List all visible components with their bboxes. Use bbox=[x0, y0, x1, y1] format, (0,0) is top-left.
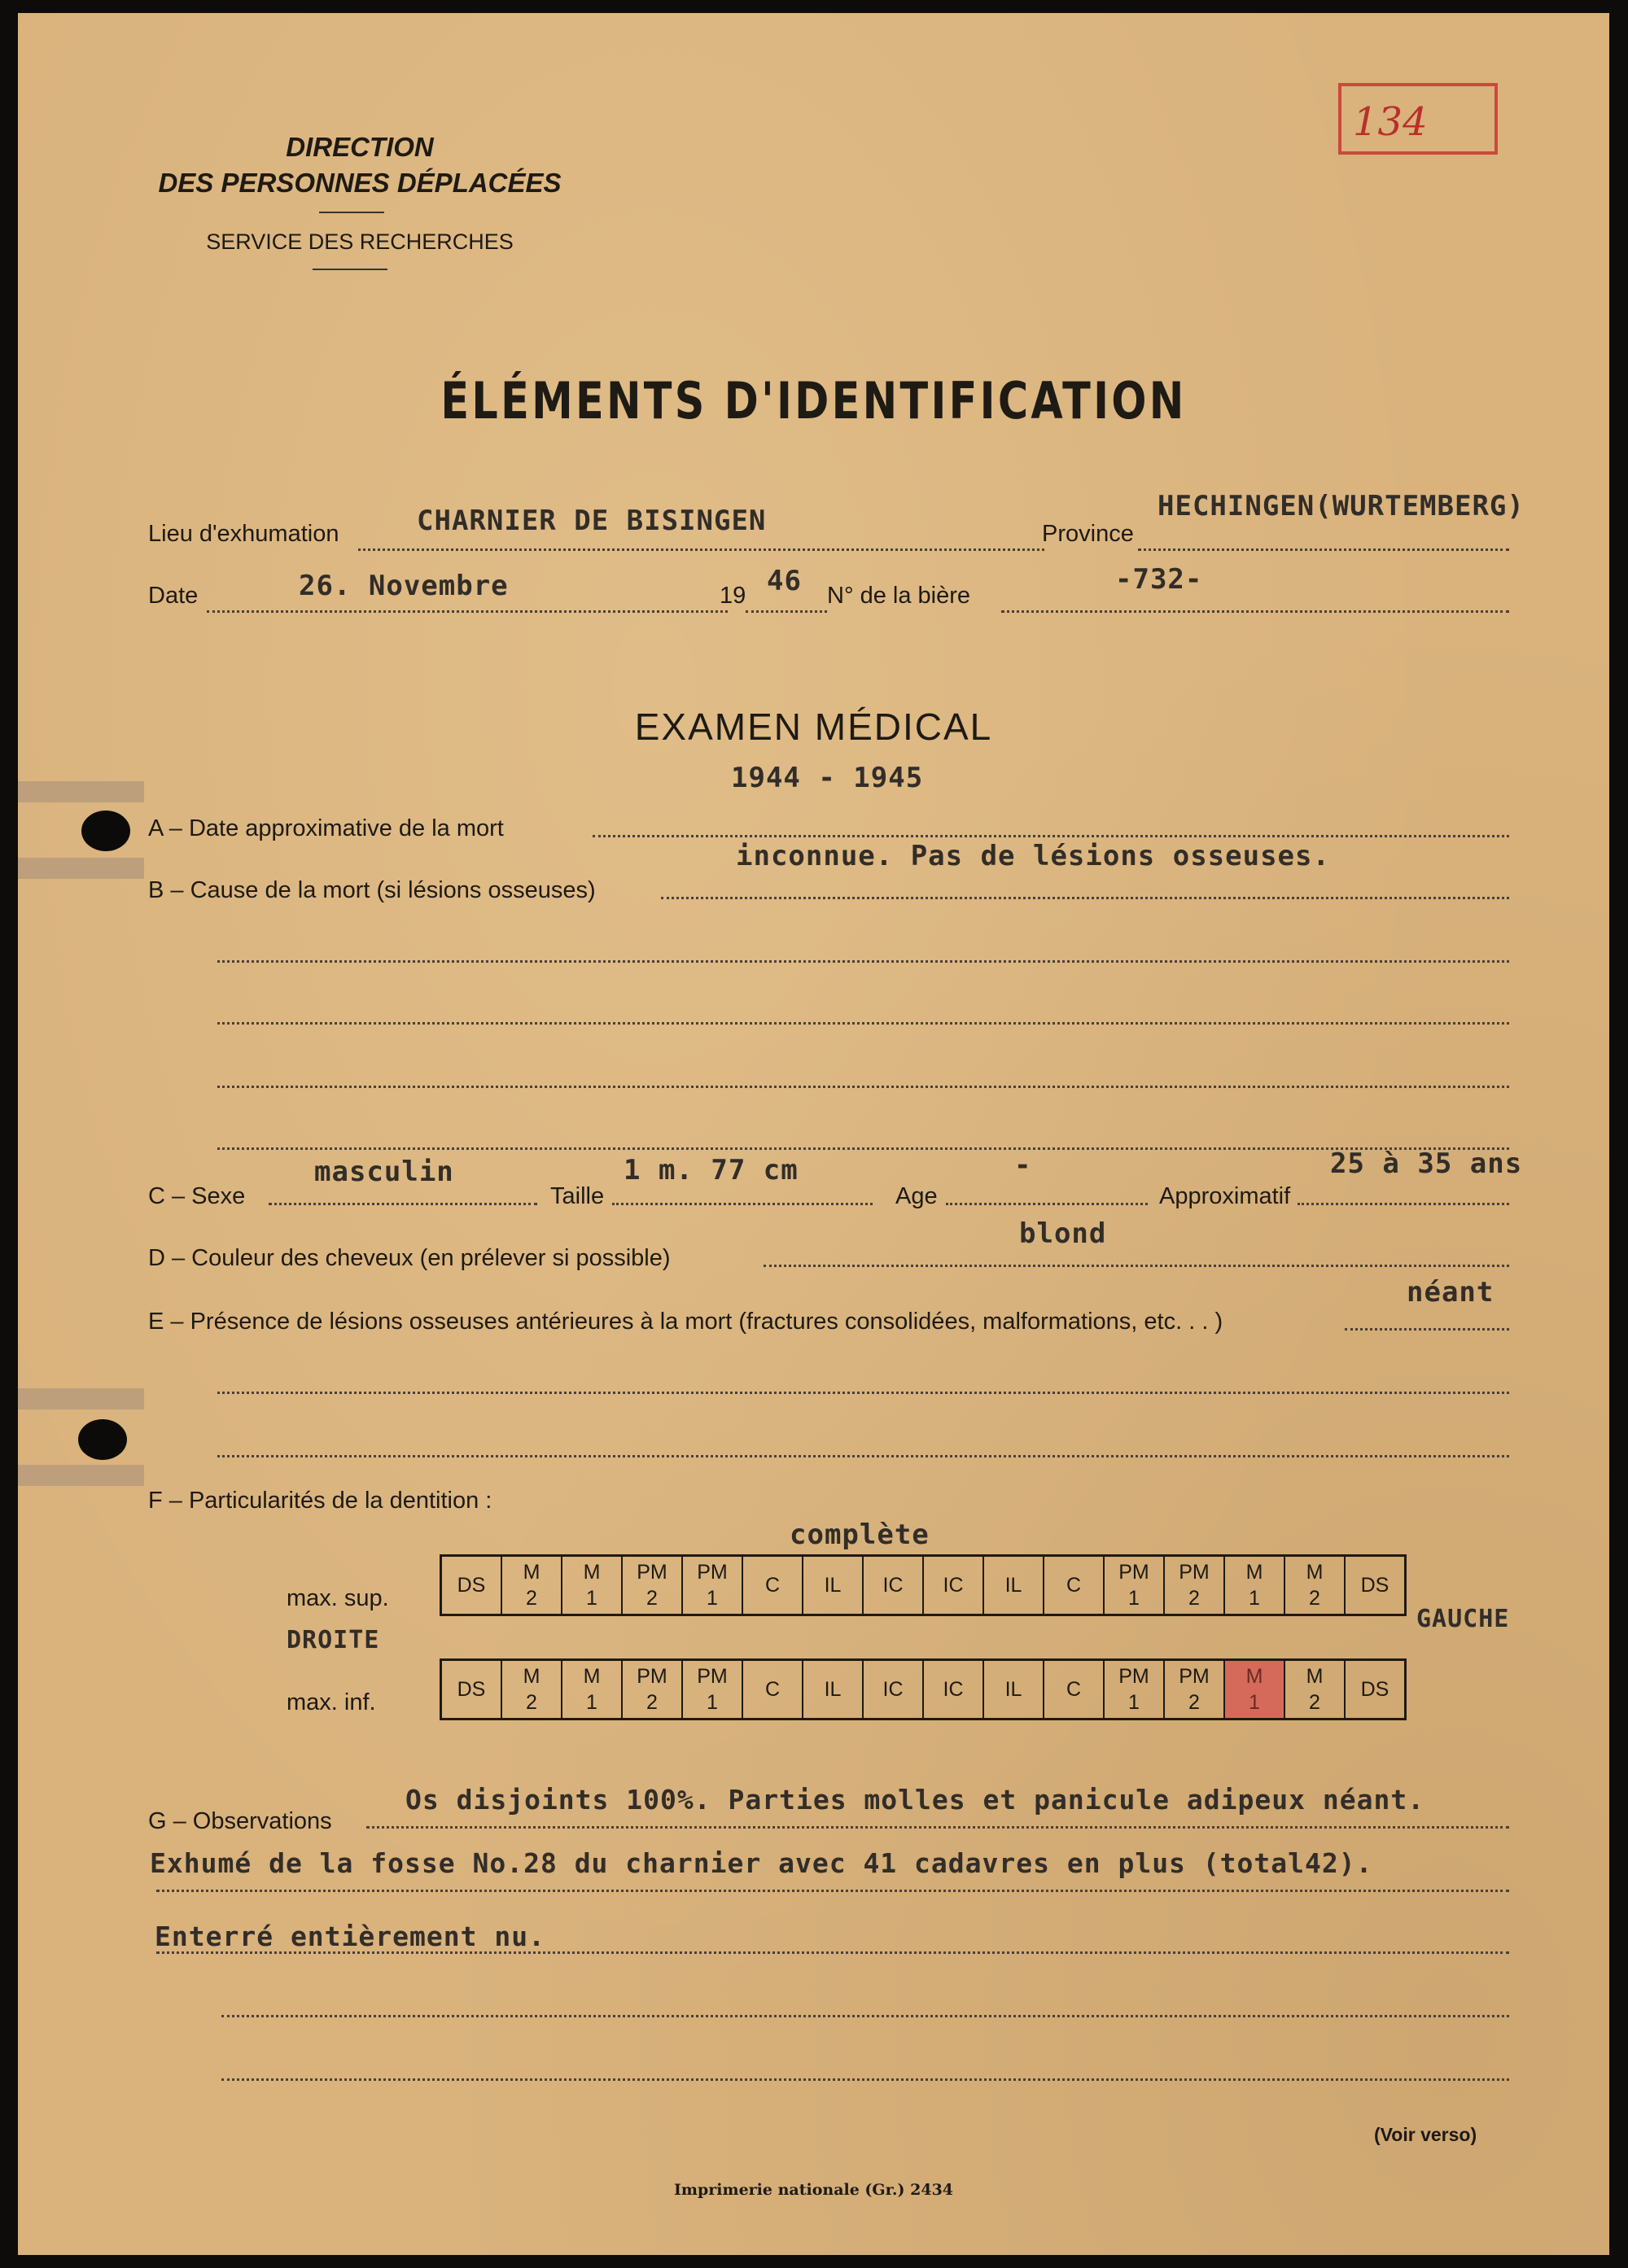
tooth-cell bbox=[502, 1557, 562, 1614]
tooth-number: 2 bbox=[1309, 1587, 1320, 1610]
f-label: F – Particularités de la dentition : bbox=[148, 1488, 492, 1514]
header-direction: DIRECTION bbox=[286, 132, 434, 162]
year-dotted-line bbox=[746, 610, 827, 613]
tooth-type: PM bbox=[697, 1561, 728, 1584]
tooth-type: C bbox=[764, 1678, 781, 1701]
tooth-number: 1 bbox=[1128, 1691, 1140, 1714]
tooth-cell bbox=[1225, 1661, 1285, 1718]
header-service: SERVICE DES RECHERCHES bbox=[206, 229, 514, 254]
approx-label: Approximatif bbox=[1159, 1183, 1291, 1209]
header-department: DES PERSONNES DÉPLACÉES bbox=[158, 168, 562, 198]
d-dotted-line bbox=[764, 1265, 1509, 1267]
lower-teeth-chart bbox=[440, 1658, 1407, 1720]
tooth-type: IL bbox=[824, 1574, 842, 1597]
tooth-type: IL bbox=[1004, 1574, 1022, 1597]
tooth-type: PM bbox=[1118, 1561, 1149, 1584]
age-value: - bbox=[1014, 1149, 1032, 1182]
exam-title: EXAMEN MÉDICAL bbox=[634, 706, 993, 748]
age-dotted-line bbox=[946, 1203, 1148, 1205]
tooth-cell bbox=[683, 1661, 743, 1718]
tape-strip bbox=[18, 1388, 144, 1409]
b-dotted-line bbox=[661, 897, 1509, 899]
b-dotted-line-2 bbox=[217, 960, 1509, 963]
year-value: 46 bbox=[767, 565, 802, 597]
tooth-type: M bbox=[1306, 1665, 1324, 1688]
year-prefix: 19 bbox=[720, 583, 746, 609]
identification-form bbox=[18, 13, 1609, 2255]
b-dotted-line-3 bbox=[217, 1022, 1509, 1025]
date-label: Date bbox=[148, 583, 199, 609]
e-dotted-line-3 bbox=[217, 1455, 1509, 1457]
f-value: complète bbox=[790, 1519, 930, 1551]
province-dotted-line bbox=[1138, 548, 1509, 551]
tooth-type: DS bbox=[1360, 1574, 1389, 1597]
tooth-cell bbox=[1105, 1661, 1165, 1718]
tooth-cell bbox=[562, 1557, 623, 1614]
page-title: ÉLÉMENTS D'IDENTIFICATION bbox=[440, 371, 1187, 430]
tooth-type: PM bbox=[1118, 1665, 1149, 1688]
upper-teeth-chart bbox=[440, 1554, 1407, 1616]
tooth-type: M bbox=[523, 1561, 540, 1584]
tooth-cell bbox=[442, 1661, 502, 1718]
tooth-number: 2 bbox=[646, 1691, 658, 1714]
tooth-type: C bbox=[1066, 1678, 1082, 1701]
g-label: G – Observations bbox=[148, 1808, 332, 1834]
max-sup-label: max. sup. bbox=[287, 1585, 389, 1611]
tooth-type: PM bbox=[697, 1665, 728, 1688]
observation-line-3: Enterré entièrement nu. bbox=[155, 1921, 545, 1952]
sexe-value: masculin bbox=[314, 1156, 454, 1188]
approx-value: 25 à 35 ans bbox=[1330, 1147, 1523, 1180]
d-label: D – Couleur des cheveux (en prélever si possible) bbox=[148, 1245, 671, 1271]
tooth-type: IC bbox=[943, 1574, 964, 1597]
tooth-number: 1 bbox=[1249, 1587, 1260, 1610]
province-value: HECHINGEN(WURTEMBERG) bbox=[1158, 490, 1525, 522]
a-dotted-line bbox=[593, 835, 1509, 837]
tooth-cell bbox=[743, 1661, 803, 1718]
g-dotted-line-5 bbox=[221, 2078, 1509, 2081]
tooth-number: 2 bbox=[1309, 1691, 1320, 1714]
header-rule-2 bbox=[313, 269, 387, 270]
g-dotted-line bbox=[366, 1826, 1509, 1829]
date-dotted-line bbox=[207, 610, 728, 613]
g-dotted-line-2 bbox=[156, 1890, 1509, 1892]
lieu-label: Lieu d'exhumation bbox=[148, 521, 339, 547]
tooth-number: 2 bbox=[526, 1691, 537, 1714]
punch-hole bbox=[78, 1419, 127, 1460]
exam-years: 1944 - 1945 bbox=[731, 762, 924, 794]
e-label: E – Présence de lésions osseuses antérieures à la mort (fractures consolidées, malformations, etc. . . ) bbox=[148, 1309, 1223, 1335]
tooth-cell bbox=[1165, 1557, 1225, 1614]
punch-hole bbox=[81, 811, 130, 851]
d-value: blond bbox=[1019, 1217, 1107, 1250]
age-label: Age bbox=[895, 1183, 938, 1209]
sexe-dotted-line bbox=[269, 1203, 537, 1205]
taille-value: 1 m. 77 cm bbox=[624, 1154, 799, 1186]
lieu-dotted-line bbox=[358, 548, 1044, 551]
taille-label: Taille bbox=[550, 1183, 605, 1209]
tooth-type: PM bbox=[1179, 1561, 1210, 1584]
observation-line-1: Os disjoints 100%. Parties molles et panicule adipeux néant. bbox=[405, 1784, 1425, 1816]
tooth-cell bbox=[623, 1661, 683, 1718]
tooth-number: 1 bbox=[1249, 1691, 1260, 1714]
tooth-type: IC bbox=[882, 1574, 904, 1597]
tooth-type: M bbox=[1245, 1665, 1263, 1688]
tooth-number: 2 bbox=[1188, 1691, 1200, 1714]
tooth-type: IC bbox=[943, 1678, 964, 1701]
tooth-type: DS bbox=[1360, 1678, 1389, 1701]
tooth-cell bbox=[1285, 1661, 1346, 1718]
header-rule bbox=[319, 212, 384, 213]
tooth-cell bbox=[743, 1557, 803, 1614]
tooth-cell bbox=[442, 1557, 502, 1614]
tooth-cell bbox=[924, 1557, 984, 1614]
tooth-cell bbox=[1346, 1661, 1404, 1718]
tooth-cell bbox=[864, 1661, 924, 1718]
b-label: B – Cause de la mort (si lésions osseuses) bbox=[148, 877, 596, 903]
tooth-cell bbox=[864, 1557, 924, 1614]
biere-dotted-line bbox=[1001, 610, 1509, 613]
tooth-type: IC bbox=[882, 1678, 904, 1701]
tooth-number: 1 bbox=[586, 1691, 597, 1714]
tooth-cell bbox=[984, 1557, 1044, 1614]
file-number-stamp: 134 bbox=[1338, 83, 1498, 155]
e-dotted-line bbox=[1345, 1328, 1509, 1331]
tooth-type: PM bbox=[637, 1561, 667, 1584]
taille-dotted-line bbox=[612, 1203, 873, 1205]
tooth-cell bbox=[1285, 1557, 1346, 1614]
tooth-cell bbox=[1105, 1557, 1165, 1614]
tooth-cell bbox=[1044, 1557, 1105, 1614]
tape-strip bbox=[18, 858, 144, 879]
tooth-number: 2 bbox=[526, 1587, 537, 1610]
tooth-type: M bbox=[583, 1561, 601, 1584]
tooth-number: 2 bbox=[646, 1587, 658, 1610]
tooth-cell bbox=[1346, 1557, 1404, 1614]
tooth-cell bbox=[562, 1661, 623, 1718]
tooth-cell bbox=[1225, 1557, 1285, 1614]
tooth-cell bbox=[803, 1557, 864, 1614]
lieu-value: CHARNIER DE BISINGEN bbox=[417, 505, 767, 537]
voir-verso: (Voir verso) bbox=[1374, 2124, 1477, 2145]
tooth-type: M bbox=[523, 1665, 540, 1688]
tooth-number: 1 bbox=[586, 1587, 597, 1610]
tooth-cell bbox=[924, 1661, 984, 1718]
date-value: 26. Novembre bbox=[299, 570, 509, 602]
tape-strip bbox=[18, 1465, 144, 1486]
tooth-type: PM bbox=[637, 1665, 667, 1688]
tooth-type: M bbox=[583, 1665, 601, 1688]
tooth-cell bbox=[1044, 1661, 1105, 1718]
tooth-type: M bbox=[1245, 1561, 1263, 1584]
b-dotted-line-5 bbox=[217, 1147, 1509, 1150]
g-dotted-line-4 bbox=[221, 2015, 1509, 2017]
e-value: néant bbox=[1407, 1276, 1495, 1309]
max-inf-label: max. inf. bbox=[287, 1689, 376, 1715]
tooth-cell bbox=[1165, 1661, 1225, 1718]
tape-strip bbox=[18, 781, 144, 802]
tooth-cell bbox=[683, 1557, 743, 1614]
a-value: inconnue. Pas de lésions osseuses. bbox=[736, 840, 1330, 872]
tooth-number: 2 bbox=[1188, 1587, 1200, 1610]
observation-line-2: Exhumé de la fosse No.28 du charnier avec 41 cadavres en plus (total42). bbox=[150, 1847, 1373, 1879]
b-dotted-line-4 bbox=[217, 1086, 1509, 1088]
tooth-number: 1 bbox=[1128, 1587, 1140, 1610]
tooth-cell bbox=[502, 1661, 562, 1718]
e-dotted-line-2 bbox=[217, 1392, 1509, 1394]
tooth-type: C bbox=[1066, 1574, 1082, 1597]
tooth-cell bbox=[803, 1661, 864, 1718]
printer-imprint: Imprimerie nationale (Gr.) 2434 bbox=[673, 2181, 954, 2199]
tooth-type: M bbox=[1306, 1561, 1324, 1584]
biere-label: N° de la bière bbox=[827, 583, 971, 609]
tooth-cell bbox=[984, 1661, 1044, 1718]
gauche-label: GAUCHE bbox=[1416, 1605, 1510, 1633]
tooth-number: 1 bbox=[707, 1587, 718, 1610]
approx-dotted-line bbox=[1298, 1203, 1509, 1205]
tooth-type: PM bbox=[1179, 1665, 1210, 1688]
tooth-type: DS bbox=[457, 1678, 486, 1701]
tooth-type: DS bbox=[457, 1574, 486, 1597]
tooth-type: C bbox=[764, 1574, 781, 1597]
biere-value: -732- bbox=[1115, 563, 1203, 596]
province-label: Province bbox=[1042, 521, 1134, 547]
droite-label: DROITE bbox=[287, 1626, 380, 1654]
a-label: A – Date approximative de la mort bbox=[148, 815, 504, 841]
tooth-type: IL bbox=[824, 1678, 842, 1701]
c-label: C – Sexe bbox=[148, 1183, 246, 1209]
tooth-type: IL bbox=[1004, 1678, 1022, 1701]
tooth-number: 1 bbox=[707, 1691, 718, 1714]
tooth-cell bbox=[623, 1557, 683, 1614]
